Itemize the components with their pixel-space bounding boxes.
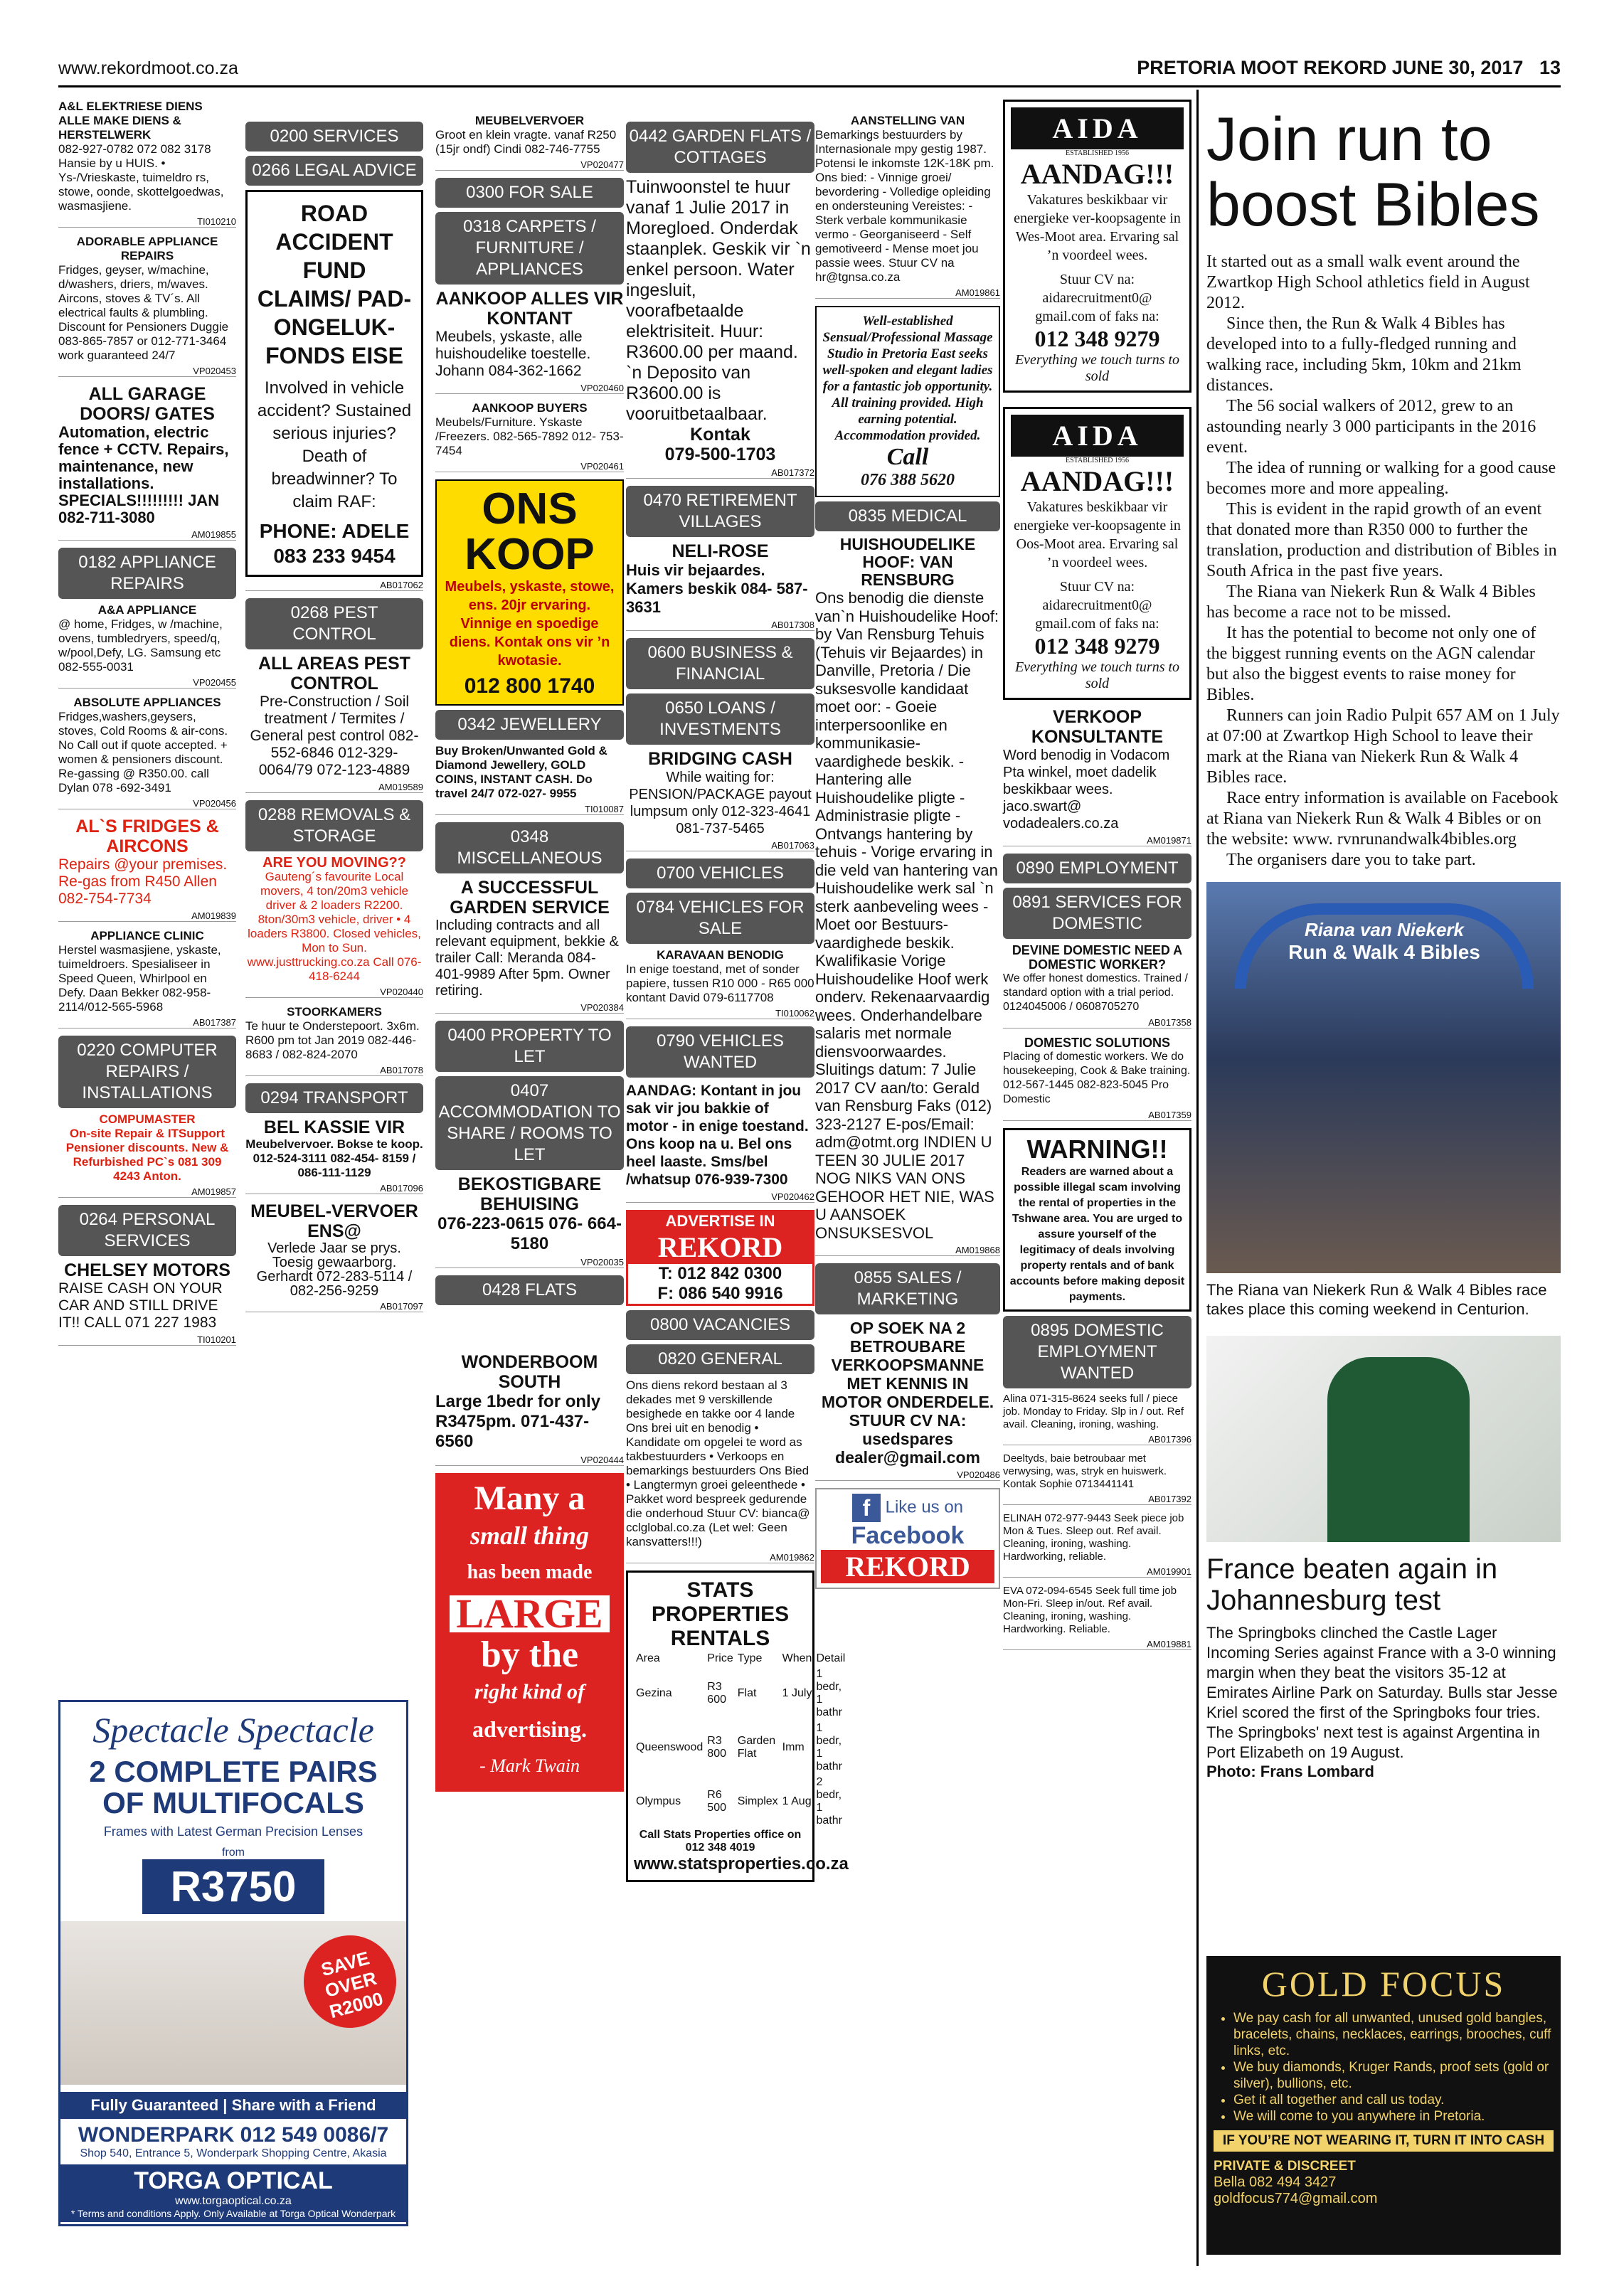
list-item: • We pay cash for all unwanted, unused gold bangles, bracelets, chains, necklaces, earrings, brooches, cuff links, etc. xyxy=(1233,2010,1554,2059)
ad-title: NELI-ROSE xyxy=(672,541,769,561)
ad-ref: AB017372 xyxy=(626,467,814,479)
classified-ad xyxy=(58,235,236,263)
stats-title: STATS PROPERTIES RENTALS xyxy=(651,1578,790,1650)
ad-ref: AB017308 xyxy=(626,620,814,631)
article-headline-2: France beaten again in Johannesburg test xyxy=(1206,1553,1498,1616)
category-medical[interactable]: 0835 MEDICAL xyxy=(815,501,1000,531)
ad-ref: TI010062 xyxy=(626,1008,814,1019)
gold-banner: IF YOU’RE NOT WEARING IT, TURN IT INTO CASH xyxy=(1214,2130,1554,2152)
classified-ad xyxy=(58,100,236,213)
ad-ref: AM019871 xyxy=(1003,835,1191,846)
ad-body: Alina 071-315-8624 seeks full / piece job. Monday to Friday. Slp in / out. Ref avail. Cleaning, ironing, washing. xyxy=(1003,1393,1184,1430)
news-column xyxy=(1206,107,1561,1781)
ad-title: AANSTELLING VAN xyxy=(850,114,965,127)
aida-cv: Stuur CV na: aidarecruitment0@ gmail.com of faks na: xyxy=(1035,579,1159,632)
classifieds-col-3 xyxy=(435,114,624,1792)
warning-body: Readers are warned about a possible illegal scam involving the rental of properties in the Tshwane area. You are urged to assure yourself of the legitimacy of deals involving property rentals and of bank accounts before making deposit payments. xyxy=(1009,1166,1185,1303)
raf-phone-label: PHONE: ADELE xyxy=(259,520,410,542)
aida-ad-west xyxy=(1003,100,1191,393)
aida-phone[interactable]: 012 348 9279 xyxy=(1034,633,1160,659)
ad-body: Meubelvervoer. Bokse te koop. 012-524-3111 082-454- 8159 / 086-111-1129 xyxy=(245,1137,423,1179)
stats-table xyxy=(634,1651,847,1829)
category-business[interactable]: 0600 BUSINESS & FINANCIAL xyxy=(626,638,814,689)
ad-title: KARAVAAN BENODIG xyxy=(657,948,784,962)
ad-body: Herstel wasmasjiene, yskaste, tuimeldroers. Spesialiseer in Speed Queen, Whirlpool en Defy. Daan Bekker 082-958-2114/012-565-5968 xyxy=(58,943,221,1014)
column-divider xyxy=(1196,90,1199,2266)
spectacle-address: Shop 540, Entrance 5, Wonderpark Shopping Centre, Akasia xyxy=(80,2147,387,2159)
twain-line: advertising. xyxy=(472,1716,587,1742)
aida-body: Vakatures beskikbaar vir energieke ver-koopsagente in Wes-Moot area. Ervaring sal ’n voordeel wees. xyxy=(1014,192,1181,263)
category-flats[interactable]: 0428 FLATS xyxy=(435,1275,624,1305)
twain-line: right kind of xyxy=(474,1680,585,1704)
rekord-advertise-ad xyxy=(626,1210,814,1306)
ad-title: MEUBELVERVOER xyxy=(474,114,585,127)
article-paragraph: The idea of running or walking for a good cause becomes more and more appealing. xyxy=(1206,459,1556,498)
ad-body: Gauteng´s favourite Local movers, 4 ton/20m3 vehicle driver & 2 loaders R2200. 8ton/30m3 vehicle, driver • 4 loaders R3800. Closed vehicles, Mon to Sun. www.justtrucking.co.za Call 076-418-6244 xyxy=(247,870,422,983)
arch-text: Run & Walk 4 Bibles xyxy=(1288,941,1480,963)
spectacle-sub: Frames with Latest German Precision Lenses xyxy=(103,1824,363,1839)
category-carpets-furniture[interactable]: 0318 CARPETS / FURNITURE / APPLIANCES xyxy=(435,212,624,285)
facebook-ad[interactable] xyxy=(815,1488,1000,1589)
article-paragraph: Since then, the Run & Walk 4 Bibles has developed into to a fully-fledged running and walking race, including 5km, 10km and 21km distances. xyxy=(1206,314,1522,395)
ad-body: RAISE CASH ON YOUR CAR AND STILL DRIVE IT!! CALL 071 227 1983 xyxy=(58,1280,223,1331)
couple-photo xyxy=(60,1921,406,2085)
ad-ref: VP020440 xyxy=(245,987,423,998)
table-row: Queenswood R3 800 Garden Flat Imm 1 bedr, 1 bathr xyxy=(636,1722,842,1773)
twain-line: small thing xyxy=(469,1521,590,1550)
ad-title: ALL AREAS PEST CONTROL xyxy=(258,654,410,693)
category-pest-control[interactable]: 0268 PEST CONTROL xyxy=(245,598,423,649)
ad-title: CHELSEY MOTORS xyxy=(64,1260,230,1280)
category-general[interactable]: 0820 GENERAL xyxy=(626,1344,814,1374)
ad-contact: Kontak xyxy=(690,425,750,445)
ad-ref: AB017078 xyxy=(245,1065,423,1076)
ad-body: Fridges, geyser, w/machine, d/washers, driers, m/waves. Aircons, stoves & TV´s. All electrical faults & plumbling. Discount for Pensioners Duggie 083-865-7857 or 012-771-3464 work guaranteed 24/7 xyxy=(58,263,229,362)
ad-body: Meubels, yskaste, alle huishoudelike toestelle. Johann 084-362-1662 xyxy=(435,329,591,379)
classifieds-col-5 xyxy=(815,114,1000,1589)
ad-phone[interactable]: 079-500-1703 xyxy=(664,445,776,464)
rekord-logo: REKORD xyxy=(821,1550,994,1583)
warning-title: WARNING!! xyxy=(1026,1134,1168,1164)
race-arch xyxy=(1235,903,1534,989)
fb-like: Like us on xyxy=(885,1497,964,1517)
category-vehicles-wanted[interactable]: 0790 VEHICLES WANTED xyxy=(626,1026,814,1078)
ad-ref: VP020384 xyxy=(435,1002,624,1014)
ad-body: 082-927-0782 072 082 3178 Hansie by u HUIS. • Ys-/Vrieskaste, tuimeldro rs, stowe, oonde, skottelgoedwas, wasmasjiene. xyxy=(58,142,224,213)
raf-ad xyxy=(245,190,423,577)
ad-title: APPLIANCE CLINIC xyxy=(90,929,204,942)
ad-ref: AB017358 xyxy=(1003,1017,1191,1029)
ad-title: ABSOLUTE APPLIANCES xyxy=(73,696,221,709)
ad-ref: AB017359 xyxy=(1003,1110,1191,1121)
gold-email[interactable]: goldfocus774@gmail.com xyxy=(1214,2191,1378,2206)
ad-body: Word benodig in Vodacom Pta winkel, moet dadelik beskikbaar wees. jaco.swart@ vodadealers.co.za xyxy=(1003,748,1170,831)
twain-line: by the xyxy=(480,1635,579,1675)
ad-ref: AM019862 xyxy=(626,1552,814,1563)
ad-ref: AM019868 xyxy=(815,1245,1000,1256)
ad-title: OP SOEK NA 2 BETROUBARE VERKOOPSMANNE MET KENNIS IN MOTOR ONDERDELE. xyxy=(821,1319,994,1411)
article-paragraph: The Riana van Niekerk Run & Walk 4 Bibles has become a race not to be missed. xyxy=(1206,583,1536,622)
ad-title: DOMESTIC SOLUTIONS xyxy=(1024,1036,1170,1050)
ad-title: COMPUMASTER xyxy=(99,1112,196,1126)
ad-title: BRIDGING CASH xyxy=(648,749,792,769)
ad-ref: AB017096 xyxy=(245,1183,423,1194)
category-property-to-let[interactable]: 0400 PROPERTY TO LET xyxy=(435,1021,624,1072)
list-item: • We will come to you anywhere in Pretoria. xyxy=(1233,2108,1554,2125)
raf-body: Involved in vehicle accident? Sustained serious injuries? Death of breadwinner? To claim RAF: xyxy=(257,378,412,511)
ad-title: A&L ELEKTRIESE DIENS ALLE MAKE DIENS & HERSTELWERK xyxy=(58,100,203,142)
ad-ref: VP020444 xyxy=(435,1455,624,1466)
ad-title: STOORKAMERS xyxy=(287,1005,382,1019)
article-paragraph: The 56 social walkers of 2012, grew to an astounding nearly 3 000 participants in the 2016 event. xyxy=(1206,397,1536,457)
article-paragraph: It started out as a small walk event around the Zwartkop High School athletics field in August 2012. xyxy=(1206,253,1530,312)
gold-list xyxy=(1233,2010,1554,2125)
ons-koop-body: Meubels, yskaste, stowe, ens. 20jr ervaring. Vinnige en spoedige diens. Kontak ons vir ’n kwotasie. xyxy=(445,579,615,669)
category-appliance-repairs[interactable]: 0182 APPLIANCE REPAIRS xyxy=(58,548,236,599)
massage-phone[interactable]: 076 388 5620 xyxy=(861,471,955,489)
article-paragraph: Race entry information is available on Facebook at Riana van Niekerk Run & Walk 4 Bibles or on the website: www. rvnrunandwalk4bibles.org xyxy=(1206,789,1559,849)
page-number: 13 xyxy=(1539,57,1561,78)
list-item: • Get it all together and call us today. xyxy=(1233,2092,1554,2108)
table-header: Area Price Type When Detail xyxy=(636,1652,846,1664)
ad-ref: VP020462 xyxy=(626,1191,814,1203)
ad-body: STUUR CV NA: usedspares dealer@gmail.com xyxy=(835,1411,980,1467)
rekord-top: ADVERTISE IN xyxy=(628,1212,812,1231)
ons-koop-ad xyxy=(435,479,624,706)
ad-ref: AM019881 xyxy=(1003,1639,1191,1650)
ad-body: Ons benodig die dienste van`n Huishoudelike Hoof: by Van Rensburg Tehuis (Tehuis vir Bejaardes) in Danville, Pretoria / Die suksesvolle kandidaat moet oor: - Goeie interpersoonlike en kommunikasie-vaardighede beskik. - Hantering alle Huishoudelike pligte - Administrasie pligte - Ontvangs hantering by tehuis - Vorige ervaring in die veld van hantering van Huishoudelike werk sal `n sterk aanbeveling wees - Moet oor Bestuurs-vaardighede beskik. Kwalifikasie Vorige Huishoudelike Hoof werk onderv. Rekenaarvaardig wees. Onderhandelbare salaris met normale diensvoorwaardes. Sluitings datum: 7 Julie 2017 CV aan/to: Gerald van Rensburg Faks (012) 323-2127 E-pos/Email: adm@otmt.org INDIEN U TEEN 30 JULIE 2017 NOG NIKS VAN ONS GEHOOR HET NIE, WAS U AANSOEK ONSUKSESVOL xyxy=(815,589,999,1242)
ad-ref: TI010210 xyxy=(58,216,236,228)
ad-body: Verlede Jaar se prys. Toesig gewaarborg. Gerhardt 072-283-5114 / 082-256-9259 xyxy=(256,1240,413,1299)
aida-head: AANDAG!!! xyxy=(1020,158,1174,190)
ad-body: Tuinwoonstel te huur vanaf 1 Julie 2017 in Moregloed. Onderdak staanplek. Geskik vir `n enkel persoon. Water ingesluit, voorafbetaalde elektrisiteit. Huur: R3600.00 per maand. `n Deposito van R3600.00 is vooruitbetaalbaar. xyxy=(626,177,811,424)
category-legal-advice[interactable]: 0266 LEGAL ADVICE xyxy=(245,156,423,186)
twain-line: LARGE xyxy=(450,1595,610,1632)
ad-title: A&A APPLIANCE xyxy=(97,603,197,617)
gold-title: GOLD FOCUS xyxy=(1261,1964,1506,2004)
aida-tag: Everything we touch turns to sold xyxy=(1014,352,1180,384)
twain-line: - Mark Twain xyxy=(479,1755,580,1776)
ad-body: Buy Broken/Unwanted Gold & Diamond Jewellery, GOLD COINS, INSTANT CASH. Do travel 24/7 072-027- 9955 xyxy=(435,744,607,800)
ad-ref: AM019589 xyxy=(245,782,423,793)
ad-body: Placing of domestic workers. We do housekeeping, Cook & Bake training. 012-567-1445 082-823-5045 Pro Domestic xyxy=(1003,1051,1191,1105)
ad-body: Bemarkings bestuurders by Internasionale mpy gestig 1987. Potensi le inkomste 12K-18K pm. Ons bied: - Vinnige groei/ bevordering - Volledige opleiding en ondersteuning Vereistes: - Sterk verbale kommunikasie vermo - Georganiseerd - Self gemotiveerd - Mense moet jou passie wees. Stuur CV na hr@tgnsa.co.za xyxy=(815,128,994,284)
twain-line: has been made xyxy=(467,1561,593,1583)
category-vehicles[interactable]: 0700 VEHICLES xyxy=(626,859,814,888)
ad-body: Repairs @your premises. Re-gas from R450 Allen 082-754-7734 xyxy=(58,856,228,907)
ad-ref: AB017396 xyxy=(1003,1434,1191,1445)
rekord-fax: F: 086 540 9916 xyxy=(657,1284,783,1303)
rugby-photo xyxy=(1206,1336,1561,1542)
spectacle-price: R3750 xyxy=(142,1859,325,1914)
stats-call: Call Stats Properties office on 012 348 4019 xyxy=(639,1829,802,1854)
article-paragraph: Runners can join Radio Pulpit 657 AM on 1 July at 07:00 at Zwartkop High School to leave their mark at the Riana van Niekerk Run & Walk 4 Bibles race. xyxy=(1206,706,1560,787)
ad-title: AANKOOP ALLES VIR KONTANT xyxy=(435,289,624,329)
twain-line: Many a xyxy=(474,1479,585,1517)
ad-ref: AB017392 xyxy=(1003,1494,1191,1505)
table-row: Olympus R6 500 Simplex 1 Aug 2 bedr, 1 bathr xyxy=(636,1776,842,1827)
ad-title: MEUBEL-VERVOER ENS@ xyxy=(250,1201,418,1241)
ad-ref: TI010087 xyxy=(435,804,624,815)
ad-body: Ons diens rekord bestaan al 3 dekades met 9 verskillende besighede en takke oor 4 lande Ons brei uit en benodig • Kandidate om opgelei te word as takbestuurders • Verkoops en bemarkings bestuurders Ons Bied • Langtermyn groei geleenthede • Pakket word bespreek gedurende die onderhoud Stuur CV: bianca@ cclglobal.co.za (Let wel: Geen kansvatters!!!) xyxy=(626,1378,810,1548)
ad-body: While waiting for: PENSION/PACKAGE payout lumpsum only 012-323-4641 081-737-5465 xyxy=(629,770,812,836)
ad-body: AANDAG: Kontant in jou sak vir jou bakkie of motor - in enige toestand. Ons koop na u. Bel ons heel laaste. Sms/bel /whatsup 076-939-7300 xyxy=(626,1083,809,1188)
stats-properties-ad xyxy=(626,1570,849,1882)
category-services[interactable]: 0200 SERVICES xyxy=(245,122,423,152)
ad-ref: VP020461 xyxy=(435,461,624,472)
article-body-2: The Springboks clinched the Castle Lager Incoming Series against France with a 3-0 winning margin when they beat the visitors 35-12 at Emirates Airline Park on Saturday. Bulls star Jesse Kriel scored the first of the Springboks four tries. The Springboks' next test is against Argentina in Port Elizabeth on 19 August. xyxy=(1206,1624,1558,1761)
mark-twain-ad xyxy=(435,1473,624,1792)
spectacle-from: from xyxy=(222,1846,245,1859)
ad-title: BEL KASSIE VIR xyxy=(263,1117,405,1137)
aida-est: ESTABLISHED 1956 xyxy=(1066,457,1129,464)
spectacle-headline: 2 COMPLETE PAIRS OF MULTIFOCALS xyxy=(89,1755,378,1819)
classifieds-col-2 xyxy=(245,117,423,1319)
category-transport[interactable]: 0294 TRANSPORT xyxy=(245,1083,423,1113)
rekord-logo: REKORD xyxy=(628,1231,812,1264)
category-for-sale[interactable]: 0300 FOR SALE xyxy=(435,178,624,208)
masthead-text: PRETORIA MOOT REKORD JUNE 30, 2017 xyxy=(1137,57,1524,78)
spectacle-brand: Spectacle Spectacle xyxy=(92,1710,374,1750)
masthead xyxy=(1137,57,1561,79)
massage-body: Well-established Sensual/Professional Massage Studio in Pretoria East seeks well-spoken and elegant ladies for a fantastic job opportunity. All training provided. High earning potential. Accommodation provided. xyxy=(822,314,993,443)
article-paragraph: The organisers dare you to take part. xyxy=(1226,851,1476,869)
category-employment[interactable]: 0890 EMPLOYMENT xyxy=(1003,854,1191,883)
ad-ref: AB017062 xyxy=(245,580,423,591)
ad-ref: VP020486 xyxy=(815,1469,1000,1481)
torga-terms: * Terms and conditions Apply. Only Available at Torga Optical Wonderpark xyxy=(70,2208,396,2219)
ad-ref: VP020455 xyxy=(58,677,236,689)
race-photo xyxy=(1206,882,1561,1273)
ad-ref: AM019855 xyxy=(58,529,236,541)
save-badge: SAVE OVER R2000 xyxy=(293,1925,406,2038)
ad-title: DEVINE DOMESTIC NEED A DOMESTIC WORKER? xyxy=(1012,943,1183,972)
category-retirement[interactable]: 0470 RETIREMENT VILLAGES xyxy=(626,486,814,537)
stats-web[interactable]: www.statsproperties.co.za xyxy=(634,1854,849,1874)
category-domestic-wanted[interactable]: 0895 DOMESTIC EMPLOYMENT WANTED xyxy=(1003,1316,1191,1388)
aida-tag: Everything we touch turns to sold xyxy=(1014,659,1180,691)
ad-body: @ home, Fridges, w /machine, ovens, tumbledryers, speed/q, w/pool,Defy, LG. Samsung etc 082-555-0031 xyxy=(58,617,223,674)
aida-phone[interactable]: 012 348 9279 xyxy=(1034,326,1160,351)
ad-body: Pre-Construction / Soil treatment / Termites / General pest control 082-552-6846 012-329-0064/79 072-123-4889 xyxy=(250,693,419,778)
ad-title: ALL GARAGE DOORS/ GATES xyxy=(80,384,215,424)
aida-logo: AIDA xyxy=(1011,415,1184,457)
ad-body: We offer honest domestics. Trained / standard option with a trial period. 0124045006 / 0608705270 xyxy=(1003,972,1188,1013)
ad-ref: VP020453 xyxy=(58,366,236,377)
ad-body: Huis vir bejaardes. Kamers beskik 084- 587- 3631 xyxy=(626,561,808,616)
ad-title: WONDERBOOM SOUTH xyxy=(461,1352,598,1392)
aida-ad-east xyxy=(1003,407,1191,700)
category-personal-services[interactable]: 0264 PERSONAL SERVICES xyxy=(58,1205,236,1256)
ad-ref: AM019839 xyxy=(58,910,236,922)
torga-web[interactable]: www.torgaoptical.co.za xyxy=(175,2195,292,2207)
category-computer-repairs[interactable]: 0220 COMPUTER REPAIRS / INSTALLATIONS xyxy=(58,1036,236,1108)
category-miscellaneous[interactable]: 0348 MISCELLANEOUS xyxy=(435,822,624,873)
category-garden-flats[interactable]: 0442 GARDEN FLATS / COTTAGES xyxy=(626,122,814,173)
ad-title: HUISHOUDELIKE HOOF: VAN RENSBURG xyxy=(839,535,976,589)
ad-body: In enige toestand, met of sonder papiere, tussen R10 000 - R65 000 kontant David 079-6117708 xyxy=(626,962,814,1004)
ad-body: EVA 072-094-6545 Seek full time job Mon-Fri. Sleep in/out. Ref avail. Cleaning, ironing, washing. Hardworking. Reliable. xyxy=(1003,1585,1177,1635)
spectacle-ad[interactable] xyxy=(58,1700,408,2226)
ad-title: VERKOOP KONSULTANTE xyxy=(1031,707,1164,747)
ad-ref: TI010201 xyxy=(58,1334,236,1346)
ad-title: A SUCCESSFUL GARDEN SERVICE xyxy=(450,878,610,918)
ad-ref: AM019857 xyxy=(58,1186,236,1198)
massage-ad xyxy=(815,306,1000,497)
ad-ref: VP020456 xyxy=(58,798,236,809)
ad-ref: VP020477 xyxy=(435,159,624,171)
rekord-tel[interactable]: T: 012 842 0300 xyxy=(658,1264,782,1283)
ad-body: ELINAH 072-977-9443 Seek piece job Mon & Tues. Sleep out. Ref avail. Cleaning, ironing, washing. Hardworking, reliable. xyxy=(1003,1512,1184,1563)
raf-title: ROAD ACCIDENT FUND CLAIMS/ PAD-ONGELUK-FONDS EISE xyxy=(257,201,412,368)
list-item: • We buy diamonds, Kruger Rands, proof sets (gold or silver), bullions, etc. xyxy=(1233,2059,1554,2092)
aida-body: Vakatures beskikbaar vir energieke ver-koopsagente in Oos-Moot area. Ervaring sal ’n voordeel wees. xyxy=(1014,499,1181,570)
ad-ref: AB017387 xyxy=(58,1017,236,1029)
ad-body: Fridges,washers,geysers, stoves, Cold Rooms & air-cons. No Call out if quote accepted. + women & pensioners discount. Re-gassing @ R350.00. call Dylan 078 -692-3491 xyxy=(58,710,228,794)
ad-title: AL`S FRIDGES & AIRCONS xyxy=(75,817,219,856)
ad-ref: VP020035 xyxy=(435,1257,624,1268)
gold-focus-ad xyxy=(1206,1956,1561,2255)
gold-contact[interactable]: Bella 082 494 3427 xyxy=(1214,2174,1337,2190)
category-removals-storage[interactable]: 0288 REMOVALS & STORAGE xyxy=(245,800,423,851)
ad-title: ADORABLE APPLIANCE REPAIRS xyxy=(76,235,218,262)
ons-koop-title: ONS KOOP xyxy=(465,484,595,579)
ons-koop-phone[interactable]: 012 800 1740 xyxy=(464,674,595,698)
fb-name: Facebook xyxy=(851,1522,965,1549)
table-row: Gezina R3 600 Flat 1 July 1 bedr, 1 bathr xyxy=(636,1668,842,1718)
category-loans[interactable]: 0650 LOANS / INVESTMENTS xyxy=(626,693,814,745)
aida-head: AANDAG!!! xyxy=(1020,465,1174,497)
ad-title: AANKOOP BUYERS xyxy=(472,401,588,415)
ad-ref: AB017097 xyxy=(245,1301,423,1312)
aida-logo: AIDA xyxy=(1011,107,1184,149)
photo-caption: The Riana van Niekerk Run & Walk 4 Bibles race takes place this coming weekend in Centurion. xyxy=(1206,1281,1547,1318)
aida-est: ESTABLISHED 1956 xyxy=(1066,149,1129,157)
ad-body: Large 1bedr for only R3475pm. 071-437-6560 xyxy=(435,1392,601,1451)
classifieds-col-4 xyxy=(626,117,849,1882)
ad-body: Automation, electric fence + CCTV. Repairs, maintenance, new installations. SPECIALS!!!!!!!!! JAN 082-711-3080 xyxy=(58,423,229,526)
article-paragraph: It has the potential to become not only one of the biggest running events on the AGN calendar but also the biggest events to raise money for Bibles. xyxy=(1206,624,1536,704)
player-figure xyxy=(1327,1357,1470,1542)
category-sales-marketing[interactable]: 0855 SALES / MARKETING xyxy=(815,1263,1000,1314)
raf-phone[interactable]: 083 233 9454 xyxy=(273,545,396,567)
gold-private: PRIVATE & DISCREET xyxy=(1214,2159,1356,2174)
classifieds-col-1 xyxy=(58,100,236,1353)
ad-body: Meubels/Furniture. Yskaste /Freezers. 082-565-7892 012- 753-7454 xyxy=(435,415,624,457)
ad-body: Deeltyds, baie betroubaar met verwysing, was, stryk en huiswerk. Kontak Sophie 0713441141 xyxy=(1003,1452,1167,1490)
article-headline: Join run to boost Bibles xyxy=(1206,105,1540,239)
category-vehicles-for-sale[interactable]: 0784 VEHICLES FOR SALE xyxy=(626,893,814,944)
ad-body: On-site Repair & ITSupport Pensioner discounts. New & Refurbished PC`s 081 309 4243 Anton. xyxy=(65,1127,229,1183)
warning-notice xyxy=(1003,1128,1191,1312)
category-vacancies[interactable]: 0800 VACANCIES xyxy=(626,1310,814,1340)
facebook-icon: f xyxy=(852,1494,881,1522)
category-jewellery[interactable]: 0342 JEWELLERY xyxy=(435,710,624,740)
spectacle-guarantee: Fully Guaranteed | Share with a Friend xyxy=(60,2092,406,2119)
category-domestic-services[interactable]: 0891 SERVICES FOR DOMESTIC xyxy=(1003,888,1191,939)
header-rule xyxy=(58,85,1561,87)
spectacle-phone[interactable]: WONDERPARK 012 549 0086/7 xyxy=(78,2123,389,2147)
article-paragraph: This is evident in the rapid growth of an event that donated more than R350 000 to further the translation, production and distribution of Bibles in South Africa in the past five years. xyxy=(1206,500,1557,580)
ad-ref: AB017063 xyxy=(626,840,814,851)
ad-body: 076-223-0615 076- 664-5180 xyxy=(437,1214,622,1253)
classifieds-col-6 xyxy=(1003,100,1191,1657)
ad-body: Groot en klein vragte. vanaf R250 (15jr ondf) Cindi 082-746-7755 xyxy=(435,128,617,156)
article-body xyxy=(1206,252,1561,871)
site-url[interactable]: www.rekordmoot.co.za xyxy=(58,58,238,78)
arch-text: Riana van Niekerk xyxy=(1304,919,1464,940)
massage-call: Call xyxy=(886,444,929,470)
ad-ref: AM019861 xyxy=(815,287,1000,299)
ad-title: BEKOSTIGBARE BEHUISING xyxy=(457,1174,602,1214)
photo-credit: Photo: Frans Lombard xyxy=(1206,1763,1374,1780)
ad-title: ARE YOU MOVING?? xyxy=(262,855,406,871)
ad-ref: AM019901 xyxy=(1003,1566,1191,1578)
torga-logo: TORGA OPTICAL xyxy=(134,2167,333,2194)
ad-ref: VP020460 xyxy=(435,383,624,394)
category-accommodation[interactable]: 0407 ACCOMMODATION TO SHARE / ROOMS TO LET xyxy=(435,1076,624,1170)
aida-cv: Stuur CV na: aidarecruitment0@ gmail.com of faks na: xyxy=(1035,272,1159,324)
ad-body: Including contracts and all relevant equipment, bekkie & trailer Call: Meranda 084-401-9989 After 5pm. Owner retiring. xyxy=(435,918,619,999)
ad-body: Te huur te Onderstepoort. 3x6m. R600 pm tot Jan 2019 082-446-8683 / 082-824-2070 xyxy=(245,1019,420,1061)
